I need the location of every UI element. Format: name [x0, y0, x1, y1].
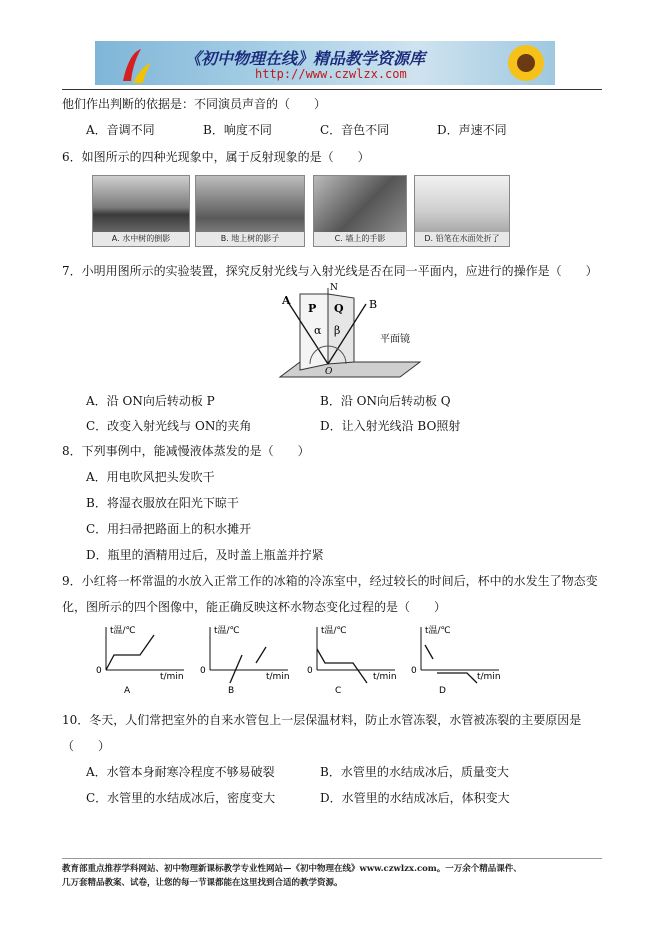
label-alpha: α	[314, 324, 322, 337]
q6-caption-c: C. 墙上的手影	[314, 232, 406, 246]
q9-graph-c-ylabel: t温/℃	[321, 626, 347, 636]
q9-graph-a	[92, 625, 192, 697]
header-rule	[62, 89, 602, 90]
q6-photo-b	[195, 175, 305, 247]
q10-stem-line1: 10．冬天，人们常把室外的自来水管包上一层保温材料，防止水管冻裂，水管被冻裂的主要原因是	[62, 713, 582, 727]
q9-graph-a-ylabel: t温/℃	[110, 626, 136, 636]
q9-graph-d	[407, 625, 507, 697]
q9-graph-b-origin: 0	[200, 666, 206, 676]
q8-option-a[interactable]: A．用电吹风把头发吹干	[86, 470, 215, 484]
q6-caption-a: A. 水中树的倒影	[93, 232, 189, 246]
label-q: Q	[334, 302, 344, 315]
q6-photo-a	[92, 175, 190, 247]
q7-option-a[interactable]: A．沿 ON向后转动板 P	[86, 394, 215, 408]
q5-option-d[interactable]: D．声速不同	[437, 123, 507, 137]
q7-stem: 7．小明用图所示的实验装置，探究反射光线与入射光线是否在同一平面内，应进行的操作是（ ）	[62, 264, 598, 278]
label-o: O	[325, 367, 333, 377]
q9-graph-d-origin: 0	[411, 666, 417, 676]
q9-stem-line1: 9．小红将一杯常温的水放入正常工作的冰箱的冷冻室中，经过较长的时间后，杯中的水发生了物态变	[62, 574, 598, 588]
q8-option-b[interactable]: B．将湿衣服放在阳光下晾干	[86, 496, 239, 510]
label-b: B	[369, 298, 378, 311]
q9-graph-b-letter: B	[228, 686, 235, 696]
q9-graph-c-letter: C	[335, 686, 342, 696]
logo-icon	[115, 43, 155, 85]
q8-option-d[interactable]: D．瓶里的酒精用过后，及时盖上瓶盖并拧紧	[86, 548, 324, 562]
q8-stem: 8．下列事例中，能减慢液体蒸发的是（ ）	[62, 444, 310, 458]
q9-graph-d-xlabel: t/min	[477, 672, 501, 682]
q6-photo-c	[313, 175, 407, 247]
label-mirror: 平面镜	[380, 334, 410, 345]
q10-option-a[interactable]: A．水管本身耐寒冷程度不够易破裂	[86, 765, 275, 779]
q9-graph-b	[196, 625, 296, 697]
label-n: N	[330, 283, 338, 293]
q5-stem: 他们作出判断的依据是：不同演员声音的（ ）	[62, 97, 327, 111]
header-banner	[95, 41, 555, 85]
label-a: A	[282, 294, 291, 307]
q10-option-c[interactable]: C．水管里的水结成冰后，密度变大	[86, 791, 276, 805]
q5-option-c[interactable]: C．音色不同	[320, 123, 390, 137]
q5-option-a[interactable]: A．音调不同	[86, 123, 155, 137]
q9-graph-b-xlabel: t/min	[266, 672, 290, 682]
q9-graph-a-origin: 0	[96, 666, 102, 676]
q10-stem-line2: （ ）	[62, 739, 111, 753]
q6-stem: 6．如图所示的四种光现象中，属于反射现象的是（ ）	[62, 150, 370, 164]
header-url[interactable]: http://www.czwlzx.com	[255, 67, 407, 81]
footer-rule	[62, 858, 602, 859]
q9-stem-line2: 化，图所示的四个图像中，能正确反映这杯水物态变化过程的是（ ）	[62, 600, 447, 614]
q7-option-c[interactable]: C．改变入射光线与 ON的夹角	[86, 419, 252, 433]
q9-graph-d-letter: D	[439, 686, 446, 696]
q9-graph-c-xlabel: t/min	[373, 672, 397, 682]
sunflower-icon	[501, 41, 551, 85]
q10-option-b[interactable]: B．水管里的水结成冰后，质量变大	[320, 765, 509, 779]
q7-reflection-apparatus-figure	[270, 282, 430, 386]
q9-graph-a-letter: A	[124, 686, 131, 696]
q6-caption-b: B. 地上树的影子	[196, 232, 304, 246]
label-p: P	[308, 302, 317, 315]
footer-line1: 教育部重点推荐学科网站、初中物理新课标教学专业性网站—《初中物理在线》www.czwlzx.com。一万余个精品课件、	[62, 864, 522, 874]
q10-option-d[interactable]: D．水管里的水结成冰后，体积变大	[320, 791, 510, 805]
footer-line2: 几万套精品教案、试卷，让您的每一节课都能在这里找到合适的教学资源。	[62, 878, 343, 888]
label-beta: β	[334, 324, 341, 337]
q8-option-c[interactable]: C．用扫帚把路面上的积水摊开	[86, 522, 252, 536]
header-title: 《初中物理在线》精品教学资源库	[185, 49, 426, 68]
q6-photo-d	[414, 175, 510, 247]
q6-caption-d: D. 铅笔在水面处折了	[415, 232, 509, 246]
q7-option-b[interactable]: B．沿 ON向后转动板 Q	[320, 394, 451, 408]
q9-graph-a-xlabel: t/min	[160, 672, 184, 682]
q9-graph-b-ylabel: t温/℃	[214, 626, 240, 636]
q5-option-b[interactable]: B．响度不同	[203, 123, 272, 137]
q9-graph-d-ylabel: t温/℃	[425, 626, 451, 636]
q9-graph-c	[303, 625, 403, 697]
q7-option-d[interactable]: D．让入射光线沿 BO照射	[320, 419, 461, 433]
q9-graph-c-origin: 0	[307, 666, 313, 676]
